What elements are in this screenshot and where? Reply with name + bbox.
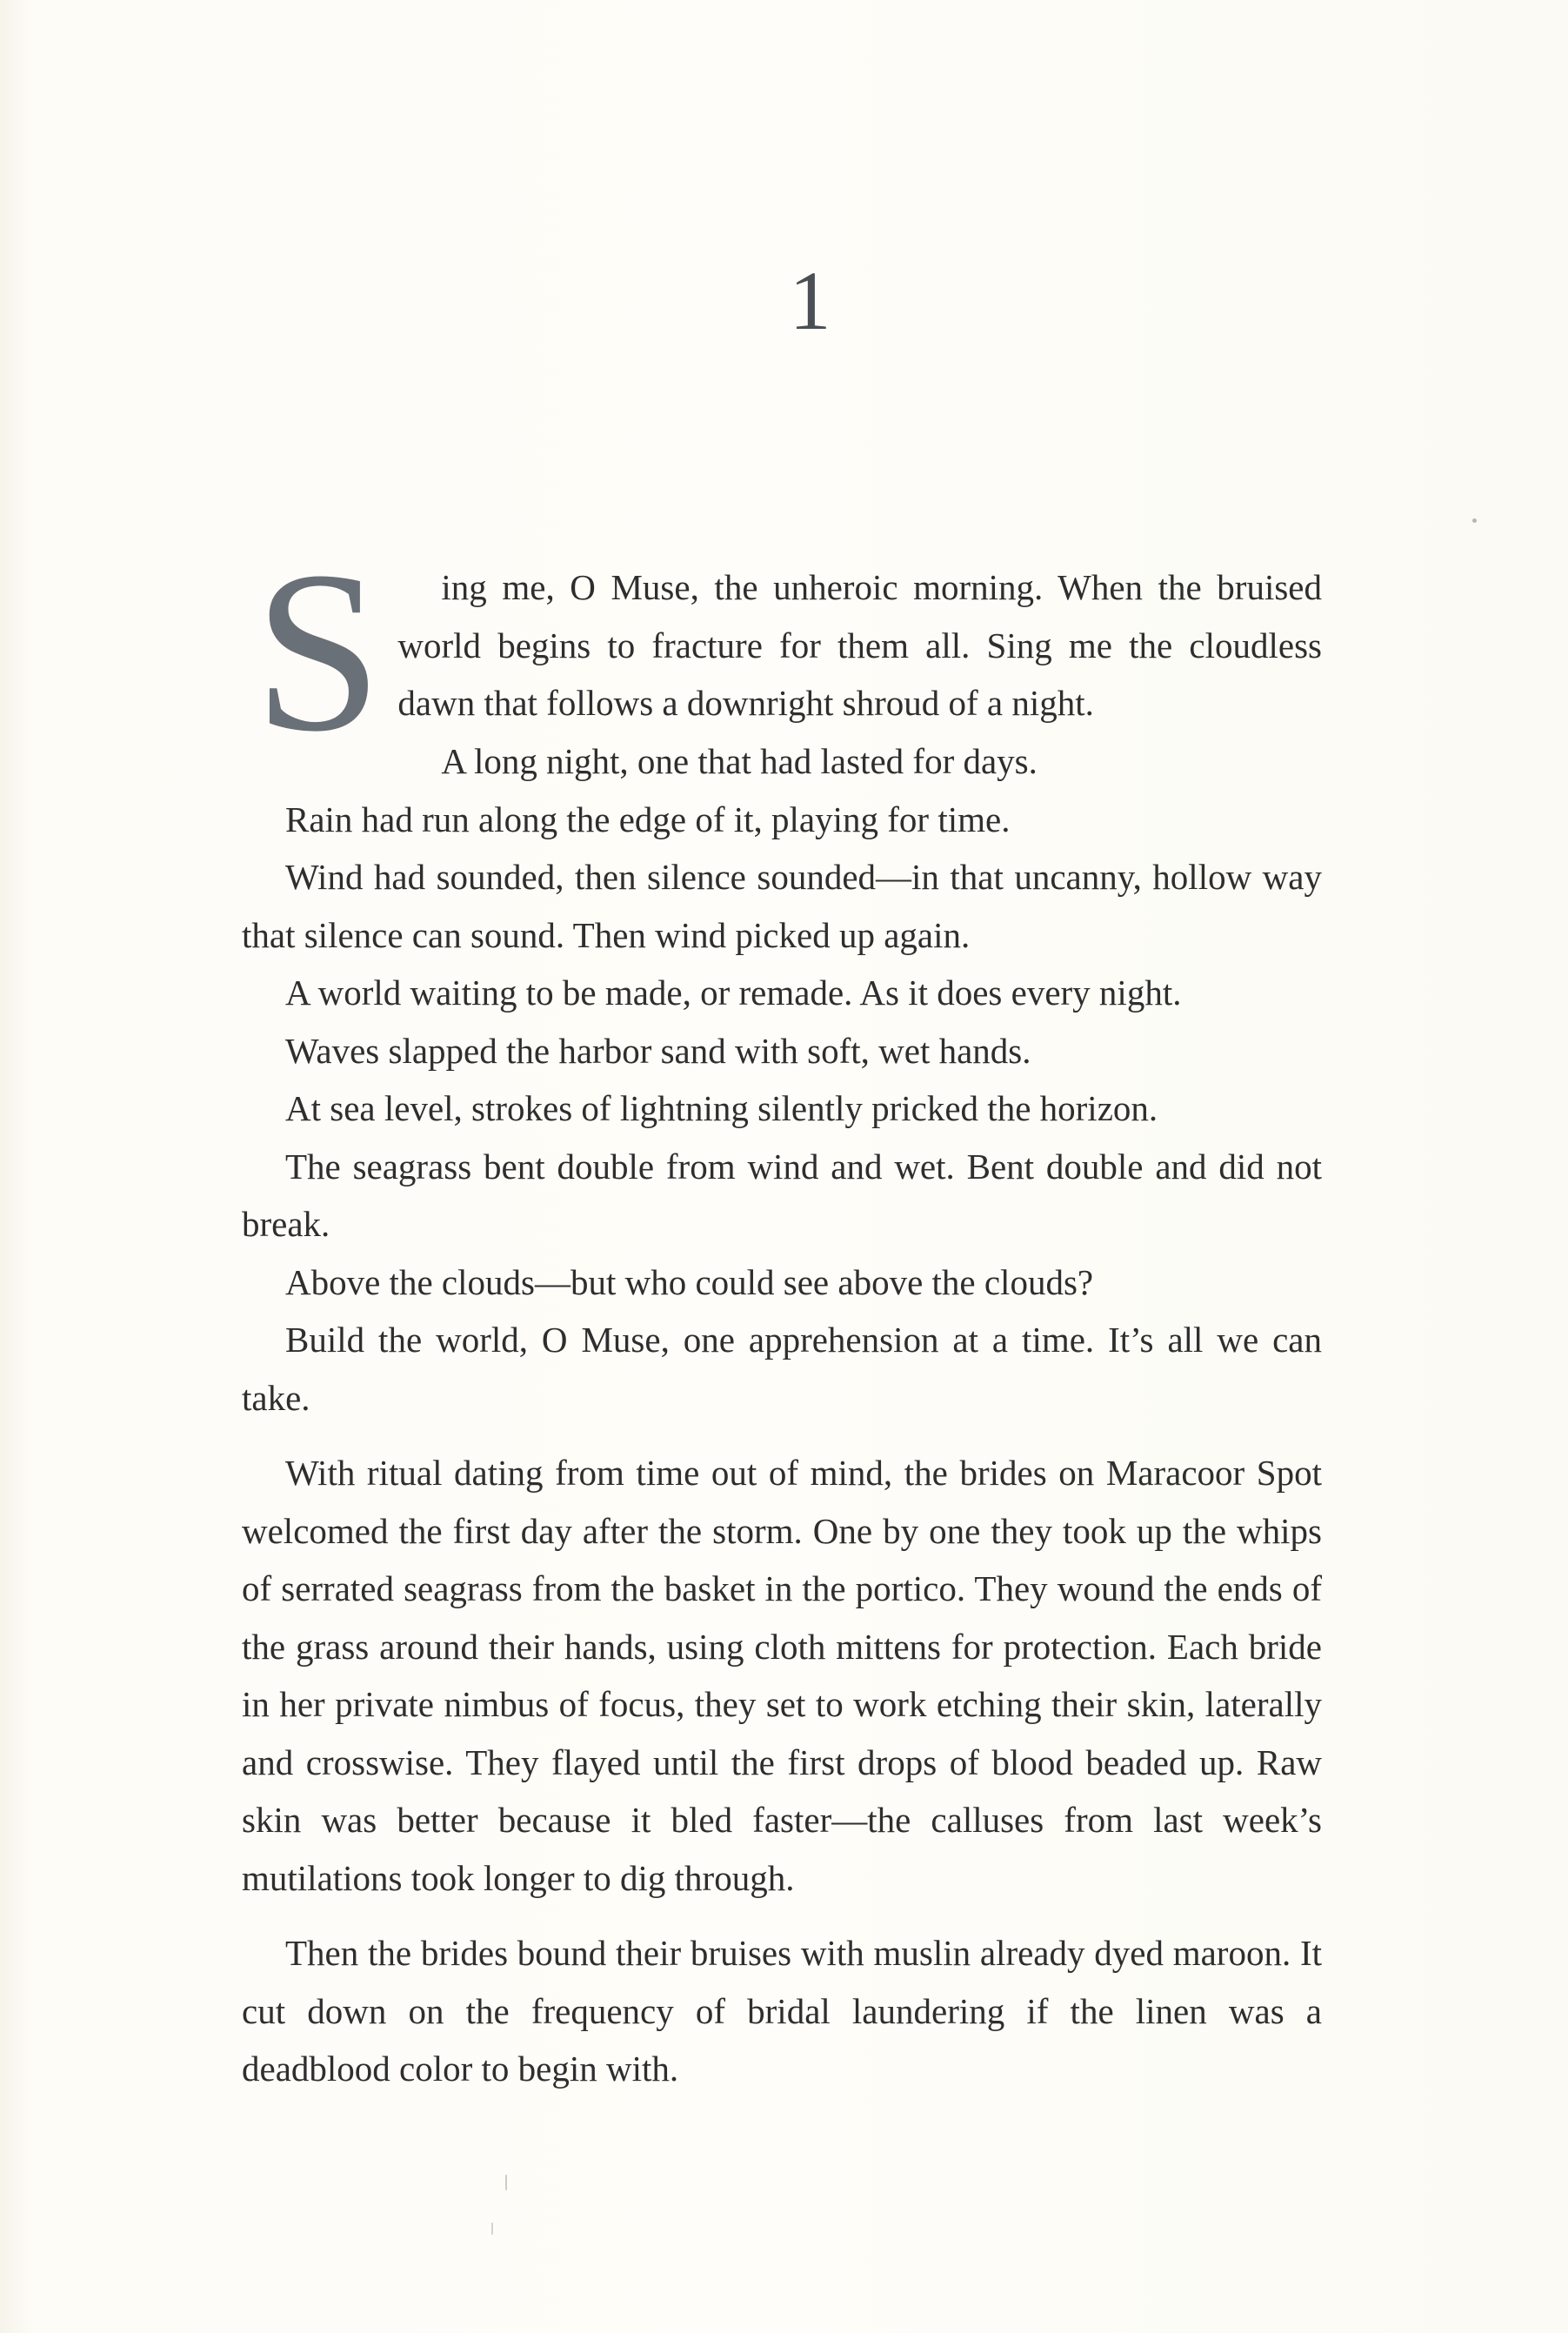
paragraph: The seagrass bent double from wind and wet. Bent double and did not break. xyxy=(242,1146,1322,1244)
paragraph: A long night, one that had lasted for days. xyxy=(441,741,1038,781)
paragraph: At sea level, strokes of lightning silently pricked the horizon. xyxy=(285,1088,1158,1128)
paragraph: Waves slapped the harbor sand with soft, wet hands. xyxy=(285,1030,1031,1071)
chapter-number: 1 xyxy=(789,254,831,347)
paper-speck xyxy=(491,2223,493,2235)
paragraph: Above the clouds—but who could see above the clouds? xyxy=(285,1261,1094,1302)
paragraph: Wind had sounded, then silence sounded—in that uncanny, hollow way that silence can sound. Then wind picked up again. xyxy=(242,857,1322,955)
paragraph: Build the world, O Muse, one apprehension at a time. It’s all we can take. xyxy=(242,1320,1322,1418)
paragraph: Then the brides bound their bruises with muslin already dyed maroon. It cut down on the frequency of bridal laundering if the linen was a deadblood color to begin with. xyxy=(242,1933,1322,2089)
paragraph: Rain had run along the edge of it, playing for time. xyxy=(285,799,1011,839)
paper-speck xyxy=(1472,518,1477,523)
opening-text: ing me, O Muse, the unheroic morning. When the bruised world begins to fracture for them all. Sing me the cloudless dawn that follows a downright shroud of a night. xyxy=(397,567,1322,723)
paragraph: With ritual dating from time out of mind, the brides on Maracoor Spot welcomed the first day after the storm. One by one they took up the whips of serrated seagrass from the basket in the portico. They wound the ends of the grass around their hands, using cloth mittens for protection. Each bride in her private nimbus of focus, they set to work etching their skin, laterally and crosswise. They flayed until the first drops of blood beaded up. Raw skin was better because it bled faster—the calluses from last week’s mutilations took longer to dig through. xyxy=(242,1453,1322,1898)
paragraph: A world waiting to be made, or remade. As it does every night. xyxy=(285,973,1182,1013)
paper-speck xyxy=(505,2175,507,2190)
drop-cap: S xyxy=(254,525,383,779)
chapter-text xyxy=(242,525,1322,2098)
